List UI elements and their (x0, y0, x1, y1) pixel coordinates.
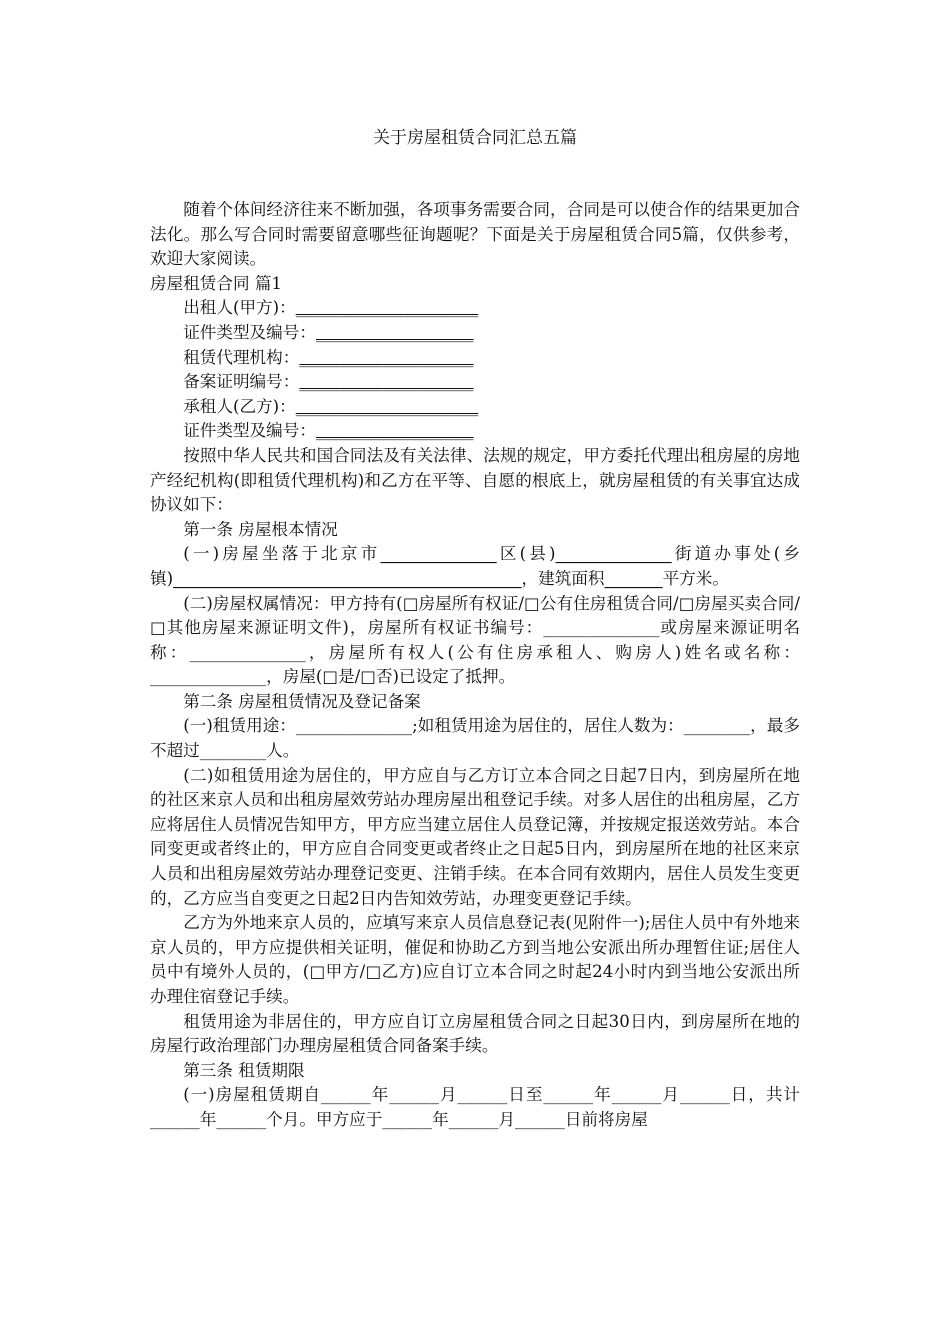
clause-text: 街道办事处(乡镇) (150, 544, 801, 588)
article-2-clause-3: 乙方为外地来京人员的，应填写来京人员信息登记表(见附件一);居住人员中有外地来京人员的，甲方应提供相关证明，催促和协助乙方到当地公安派出所办理暂住证;居住人员中有境外人员的，(□甲方/□乙方)应自订立本合同之时起24小时内到当地公安派出所办理住宿登记手续。 (150, 913, 800, 1006)
document-body (150, 198, 800, 1133)
field-row (150, 419, 800, 444)
document-title: 关于房屋租赁合同汇总五篇 (373, 128, 577, 148)
field-row (150, 346, 800, 371)
article-2-clause-2: (二)如租赁用途为居住的，甲方应自与乙方订立本合同之日起7日内，到房屋所在地的社区来京人员和出租房屋效劳站办理房屋出租登记手续。对多人居住的出租房屋，乙方应将居住人员情况告知甲方，甲方应当建立居住人员登记簿，并按规定报送效劳站。本合同变更或者终止的，甲方应自合同变更或者终止之日起5日内，到房屋所在地的社区来京人员和出租房屋效劳站办理登记变更、注销手续。在本合同有效期内，居住人员发生变更的，乙方应当自变更之日起2日内告知效劳站，办理变更登记手续。 (150, 765, 800, 908)
district-blank: ______________ (380, 544, 497, 564)
clause-text: 区(县) (496, 544, 556, 564)
article-2-clause-4: 租赁用途为非居住的，甲方应自订立房屋租赁合同之日起30日内，到房屋所在地的房屋行政治理部门办理房屋租赁合同备案手续。 (150, 1011, 800, 1056)
field-row (150, 395, 800, 420)
article-2-clause-1: (一)租赁用途：______________;如租赁用途为居住的，居住人数为：________，最多不超过________人。 (150, 716, 800, 761)
intro-paragraph: 随着个体间经济往来不断加强，各项事务需要合同，合同是可以使合作的结果更加合法化。那么写合同时需要留意哪些征询题呢？下面是关于房屋租赁合同5篇，仅供参考，欢迎大家阅读。 (150, 200, 800, 269)
section-heading: 房屋租赁合同 篇1 (150, 273, 282, 293)
article-1-clause-1 (150, 542, 800, 591)
article-2-heading: 第二条 房屋租赁情况及登记备案 (183, 691, 421, 711)
field-blank: ___________________ (315, 421, 474, 441)
field-label: 承租人(乙方)： (183, 396, 296, 416)
article-1-clause-2: (二)房屋权属情况：甲方持有(□房屋所有权证/□公有住房租赁合同/□房屋买卖合同/□其他房屋来源证明文件)，房屋所有权证书编号：______________或房屋来源证明名称：______________，房屋所有权人(公有住房承租人、购房人)姓名或名称：______________，房屋(□是/□否)已设定了抵押。 (150, 593, 800, 687)
field-label: 证件类型及编号： (183, 421, 316, 441)
field-label: 证件类型及编号： (183, 322, 316, 342)
field-blank: _____________________ (299, 347, 474, 367)
area-blank: _______ (604, 568, 663, 588)
field-row (150, 370, 800, 395)
address-blank: __________________________________________ (173, 568, 522, 588)
preamble-paragraph: 按照中华人民共和国合同法及有关法律、法规的规定，甲方委托代理出租房屋的房地产经纪机构(即租赁代理机构)和乙方在平等、自愿的根底上，就房屋租赁的有关事宜达成协议如下： (150, 445, 800, 515)
article-1-heading: 第一条 房屋根本情况 (183, 519, 338, 539)
article-3-heading: 第三条 租赁期限 (183, 1060, 305, 1080)
field-label: 出租人(甲方)： (183, 298, 296, 318)
clause-text: 平方米。 (662, 568, 729, 588)
field-blank: ______________________ (295, 298, 479, 318)
field-label: 备案证明编号： (183, 372, 300, 392)
street-office-blank: ______________ (555, 544, 672, 564)
field-blank: ______________________ (295, 396, 479, 416)
clause-text: ，建筑面积 (521, 568, 605, 588)
field-row (150, 296, 800, 321)
clause-text: (一)房屋坐落于北京市 (183, 544, 381, 564)
field-blank: _____________________ (299, 372, 474, 392)
field-row (150, 321, 800, 346)
field-label: 租赁代理机构： (183, 347, 300, 367)
field-blank: ___________________ (315, 322, 474, 342)
article-3-clause-1: (一)房屋租赁期自______年______月______日至______年______月______日，共计______年______个月。甲方应于______年______月______日前将房屋 (150, 1085, 800, 1129)
